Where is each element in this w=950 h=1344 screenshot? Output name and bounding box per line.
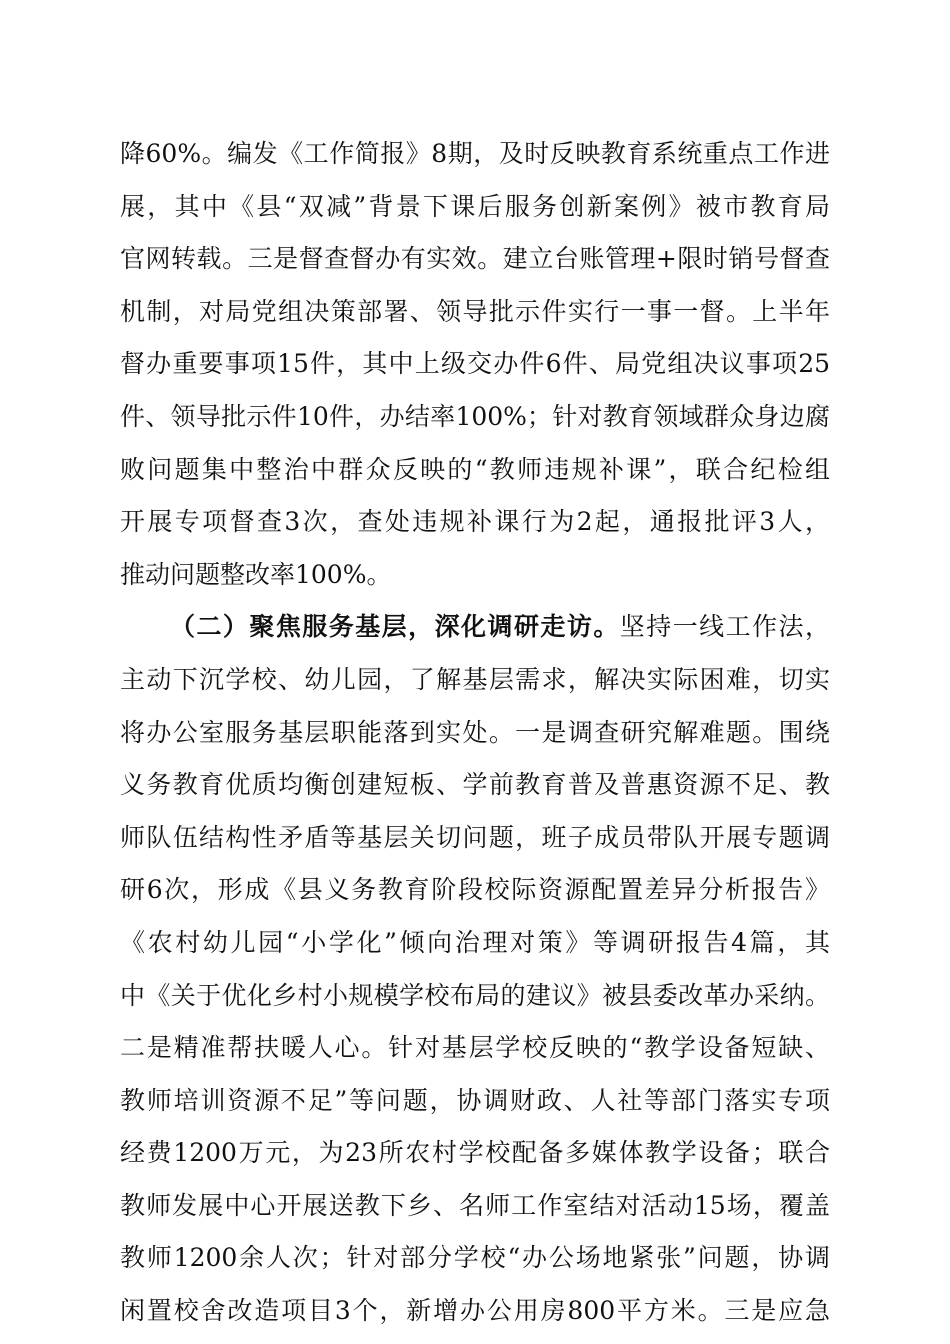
text-line: 义务教育优质均衡创建短板、学前教育普及普惠资源不足、教 bbox=[120, 770, 830, 800]
text-line: 经费1200万元，为23所农村学校配备多媒体教学设备；联合 bbox=[120, 1138, 830, 1168]
text-line: 推动问题整改率100%。 bbox=[120, 559, 392, 589]
text-line: 展，其中《县“双减”背景下课后服务创新案例》被市教育局 bbox=[120, 191, 830, 221]
section-heading-continuation: 坚持一线工作法， bbox=[619, 612, 830, 642]
text-line: 将办公室服务基层职能落到实处。一是调查研究解难题。围绕 bbox=[120, 717, 830, 747]
text-line: 败问题集中整治中群众反映的“教师违规补课”，联合纪检组 bbox=[120, 454, 830, 484]
text-line: 教师培训资源不足”等问题，协调财政、人社等部门落实专项 bbox=[120, 1085, 830, 1115]
text-line: 件、领导批示件10件，办结率100%；针对教育领域群众身边腐 bbox=[120, 401, 830, 431]
text-line: 闲置校舍改造项目3个，新增办公用房800平方米。三是应急 bbox=[120, 1296, 830, 1326]
text-line: 机制，对局党组决策部署、领导批示件实行一事一督。上半年 bbox=[120, 296, 830, 326]
text-line: 教师1200余人次；针对部分学校“办公场地紧张”问题，协调 bbox=[120, 1243, 830, 1273]
body-text bbox=[120, 128, 830, 1338]
text-line: 研6次，形成《县义务教育阶段校际资源配置差异分析报告》 bbox=[120, 875, 830, 905]
text-line: 教师发展中心开展送教下乡、名师工作室结对活动15场，覆盖 bbox=[120, 1190, 830, 1220]
section-heading: （二）聚焦服务基层，深化调研走访。 bbox=[170, 612, 620, 642]
text-line: 开展专项督查3次，查处违规补课行为2起，通报批评3人， bbox=[120, 507, 830, 537]
text-line: 二是精准帮扶暖人心。针对基层学校反映的“教学设备短缺、 bbox=[120, 1033, 830, 1063]
text-line: 中《关于优化乡村小规模学校布局的建议》被县委改革办采纳。 bbox=[120, 980, 830, 1010]
section-heading-line bbox=[120, 601, 830, 654]
text-line: 官网转载。三是督查督办有实效。建立台账管理+限时销号督查 bbox=[120, 244, 830, 274]
text-line: 师队伍结构性矛盾等基层关切问题，班子成员带队开展专题调 bbox=[120, 822, 830, 852]
text-line: 督办重要事项15件，其中上级交办件6件、局党组决议事项25 bbox=[120, 349, 830, 379]
text-line: 降60%。编发《工作简报》8期，及时反映教育系统重点工作进 bbox=[120, 139, 830, 168]
text-line: 《农村幼儿园“小学化”倾向治理对策》等调研报告4篇，其 bbox=[120, 927, 830, 957]
text-line: 主动下沉学校、幼儿园，了解基层需求，解决实际困难，切实 bbox=[120, 664, 830, 694]
